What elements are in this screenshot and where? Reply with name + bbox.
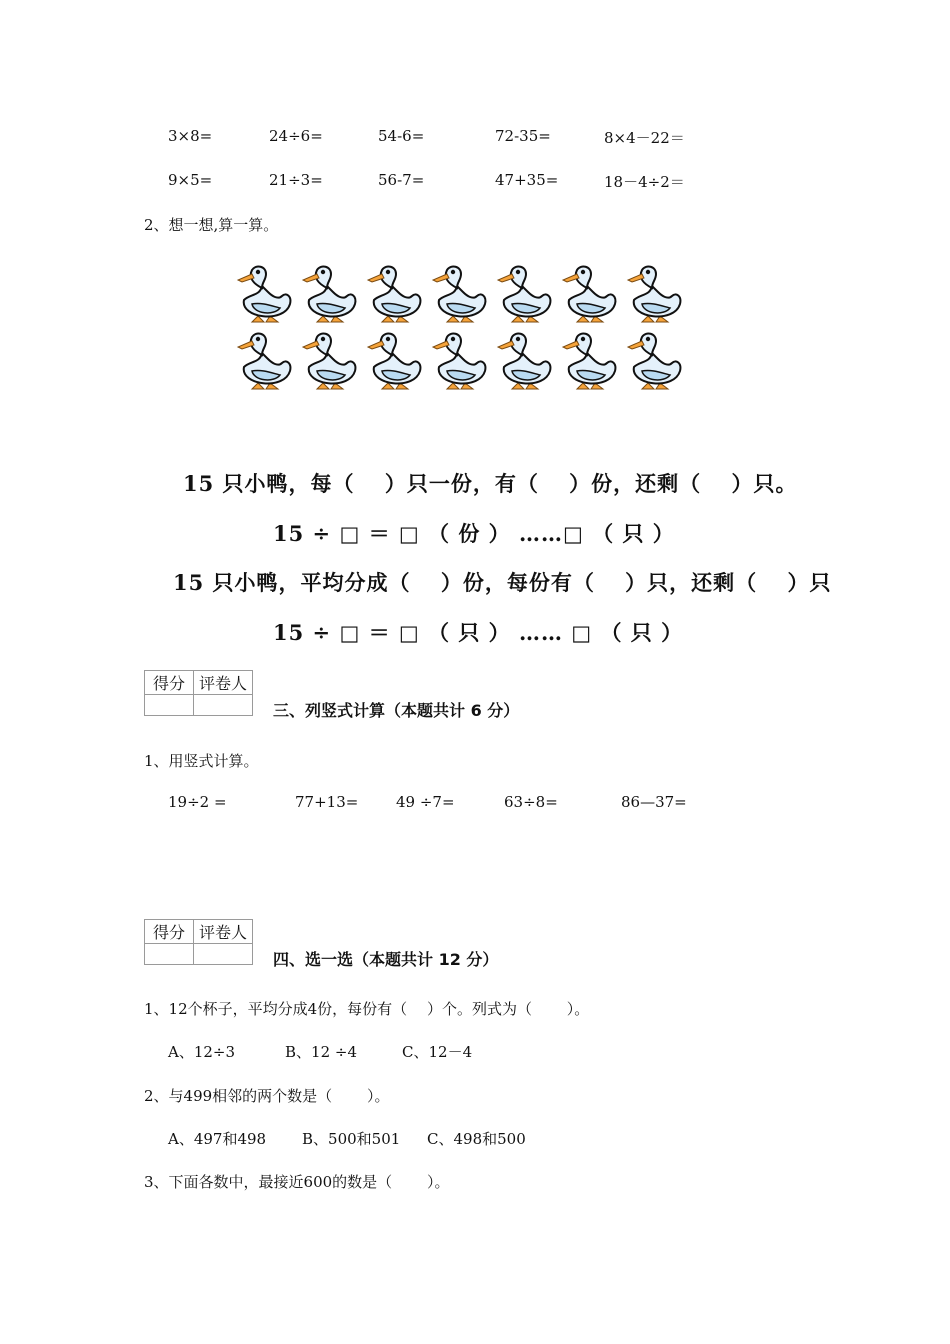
calc-problem: 49 ÷7= bbox=[396, 793, 455, 811]
option-c: C、498和500 bbox=[427, 1130, 526, 1148]
duck-icon bbox=[368, 334, 420, 389]
ducks-illustration bbox=[232, 262, 692, 397]
duck-icon bbox=[628, 334, 680, 389]
duck-icon bbox=[498, 334, 550, 389]
duck-equation-line-1: 15 ÷ □ ＝ □ （ 份 ） ……□ （ 只 ） bbox=[273, 521, 675, 546]
calc-item: 54-6= bbox=[378, 127, 425, 145]
reviewer-label: 评卷人 bbox=[194, 671, 253, 695]
calc-item: 24÷6= bbox=[269, 127, 323, 145]
option-b: B、12 ÷4 bbox=[285, 1043, 357, 1061]
duck-icon bbox=[563, 334, 615, 389]
option-a: A、12÷3 bbox=[168, 1043, 236, 1061]
option-c: C、12－4 bbox=[402, 1043, 473, 1061]
duck-question-line-2: 15 只小鸭，平均分成（ ）份，每份有（ ）只，还剩（ ）只 bbox=[173, 570, 832, 595]
duck-equation-line-2: 15 ÷ □ ＝ □ （ 只 ） …… □ （ 只 ） bbox=[273, 620, 684, 645]
duck-icon bbox=[368, 267, 420, 322]
reviewer-cell bbox=[194, 944, 253, 965]
duck-icon bbox=[628, 267, 680, 322]
score-table bbox=[144, 919, 253, 965]
calc-item: 3×8= bbox=[168, 127, 213, 145]
duck-icon bbox=[303, 267, 355, 322]
duck-icon bbox=[563, 267, 615, 322]
score-label: 得分 bbox=[145, 671, 194, 695]
score-table bbox=[144, 670, 253, 716]
calc-problem: 77+13= bbox=[295, 793, 359, 811]
section-3-heading: 三、列竖式计算（本题共计 6 分） bbox=[273, 701, 520, 720]
duck-icon bbox=[238, 334, 290, 389]
calc-problem: 19÷2 = bbox=[168, 793, 227, 811]
duck-icon bbox=[303, 334, 355, 389]
option-b: B、500和501 bbox=[302, 1130, 401, 1148]
duck-icon bbox=[433, 267, 485, 322]
reviewer-label: 评卷人 bbox=[194, 920, 253, 944]
duck-icon bbox=[498, 267, 550, 322]
section-4-question-2: 2、与499相邻的两个数是（ ）。 bbox=[144, 1087, 390, 1105]
question-2-title: 2、想一想,算一算。 bbox=[144, 216, 279, 234]
calc-item: 9×5= bbox=[168, 171, 213, 189]
reviewer-cell bbox=[194, 695, 253, 716]
calc-item: 72-35= bbox=[495, 127, 551, 145]
duck-icon bbox=[433, 334, 485, 389]
calc-item: 21÷3= bbox=[269, 171, 323, 189]
section-3-question-1: 1、用竖式计算。 bbox=[144, 752, 259, 770]
section-4-heading: 四、选一选（本题共计 12 分） bbox=[273, 950, 499, 969]
option-a: A、497和498 bbox=[168, 1130, 267, 1148]
calc-item: 47+35= bbox=[495, 171, 559, 189]
calc-item: 18－4÷2＝ bbox=[604, 173, 685, 191]
calc-problem: 86—37= bbox=[621, 793, 687, 811]
section-4-question-1: 1、12个杯子，平均分成4份，每份有（ ）个。列式为（ ）。 bbox=[144, 1000, 590, 1018]
duck-icon bbox=[238, 267, 290, 322]
score-cell bbox=[145, 944, 194, 965]
section-4-question-3: 3、下面各数中，最接近600的数是（ ）。 bbox=[144, 1173, 450, 1191]
calc-item: 8×4－22＝ bbox=[604, 129, 685, 147]
score-label: 得分 bbox=[145, 920, 194, 944]
calc-problem: 63÷8= bbox=[504, 793, 558, 811]
score-cell bbox=[145, 695, 194, 716]
duck-question-line-1: 15 只小鸭，每（ ）只一份，有（ ）份，还剩（ ）只。 bbox=[183, 471, 798, 496]
calc-item: 56-7= bbox=[378, 171, 425, 189]
